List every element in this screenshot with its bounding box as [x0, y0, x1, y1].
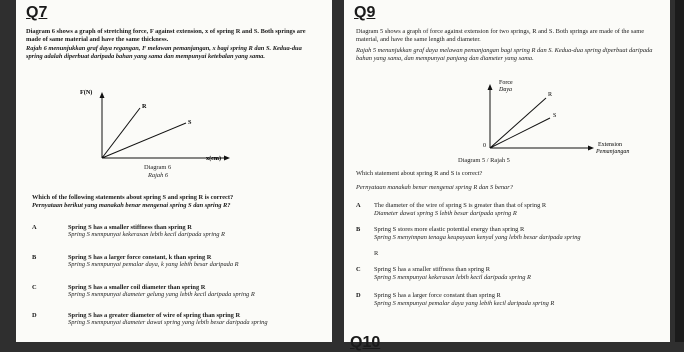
option-text-malay: Spring S mempunyai diameter gelung yang lebih kecil daripada spring R — [68, 291, 255, 298]
y-axis-label: F(N) — [80, 89, 93, 96]
option-text-malay: Diameter dawai spring S lebih besar daripada spring R — [374, 210, 517, 217]
question-9-panel — [344, 0, 670, 351]
s-line-label: S — [553, 113, 557, 119]
question-english: Which statement about spring R and S is correct? — [356, 170, 483, 177]
option-letter: D — [356, 292, 361, 299]
option-letter: D — [32, 312, 37, 319]
question-7-panel — [16, 0, 332, 342]
intro-english: Diagram 6 shows a graph of stretching force, F against extension, x of spring R and S. Both springs are made of same material and have the same thickness. — [26, 28, 306, 43]
line-s — [102, 123, 186, 158]
question-number: Q9 — [354, 4, 376, 21]
option-text: Spring S has a smaller stiffness than spring R — [68, 224, 192, 231]
x-axis-label: x(cm) — [206, 155, 222, 162]
line-s — [490, 118, 550, 148]
line-r — [490, 98, 546, 148]
question-english: Which of the following statements about spring S and spring R is correct? — [32, 194, 234, 201]
option-text: Spring S has a smaller stiffness than spring R — [374, 266, 490, 273]
option-letter: A — [356, 202, 361, 209]
option-text: The diameter of the wire of spring S is greater than that of spring R — [374, 202, 547, 209]
option-text-continuation: R — [374, 250, 379, 257]
question-malay: Pernyataan berikut yang manakah benar mengenai spring S dan spring R? — [32, 202, 231, 209]
option-letter: B — [32, 254, 37, 261]
s-line-label: S — [188, 119, 192, 126]
diagram-caption: Diagram 5 / Rajah 5 — [458, 157, 510, 164]
option-text-malay: Spring S mempunyai kekerasan lebih kecil daripada spring R — [68, 231, 225, 238]
force-extension-graph — [76, 86, 236, 162]
next-question-number: Q10 — [350, 334, 381, 351]
r-line-label: R — [142, 103, 147, 110]
option-text-malay: Spring S mempunyai kekerasan lebih kecil daripada spring R — [374, 274, 531, 281]
option-text: Spring S has a greater diameter of wire of spring than spring R — [68, 312, 241, 319]
origin-label: 0 — [483, 143, 486, 149]
x-axis-label-malay: Pemanjangan — [596, 149, 630, 155]
y-axis-label-malay: Daya — [499, 87, 512, 93]
option-letter: C — [32, 284, 37, 291]
force-extension-graph — [440, 76, 640, 156]
option-text-malay: Spring S menyimpan tenaga keupayaan kenyal yang lebih besar daripada spring — [374, 234, 581, 241]
option-text: Spring S stores more elastic potential energy than spring R — [374, 226, 525, 233]
option-letter: A — [32, 224, 37, 231]
option-text: Spring S has a larger force constant than spring R — [374, 292, 501, 299]
option-text: Spring S has a larger force constant, k than spring R — [68, 254, 212, 261]
intro-malay: Rajah 6 menunjukkan graf daya regangan, F melawan pemanjangan, x bagi spring R dan S. Kedua-dua spring adalah diperbuat daripada bahan yang sama dan mempunyai ketebalan yang sama. — [26, 45, 302, 60]
question-number: Q7 — [26, 4, 48, 21]
option-text-malay: Spring S mempunyai pemalar daya yang lebih kecil daripada spring R — [374, 300, 555, 307]
intro-english: Diagram 5 shows a graph of force against extension for two springs, R and S. Both springs are made of the same material, and have the same length and diameter. — [356, 28, 645, 43]
adjacent-page-edge — [675, 0, 684, 342]
option-letter: B — [356, 226, 361, 233]
x-axis-label: Extension — [598, 142, 622, 148]
diagram-caption: Diagram 6 — [144, 164, 172, 171]
diagram-caption-malay: Rajah 6 — [148, 172, 169, 179]
option-text-malay: Spring S mempunyai pemalar daya, k yang lebih besar daripada R — [68, 261, 239, 268]
option-text-malay: Spring S mempunyai diameter dawai spring yang lebih besar daripada spring — [68, 319, 268, 326]
option-text: Spring S has a smaller coil diameter than spring R — [68, 284, 206, 291]
intro-malay: Rajah 5 menunjukkan graf daya melawan pemanjangan bagi spring R dan S. Kedua-dua spring diperbuat daripada bahan yang sama, dan mempunyai panjang dan diameter yang sama. — [356, 47, 653, 62]
question-malay: Pernyataan manakah benar mengenai spring R dan S benar? — [356, 184, 513, 191]
option-letter: C — [356, 266, 361, 273]
r-line-label: R — [548, 92, 553, 98]
y-axis-label: Force — [499, 80, 513, 86]
